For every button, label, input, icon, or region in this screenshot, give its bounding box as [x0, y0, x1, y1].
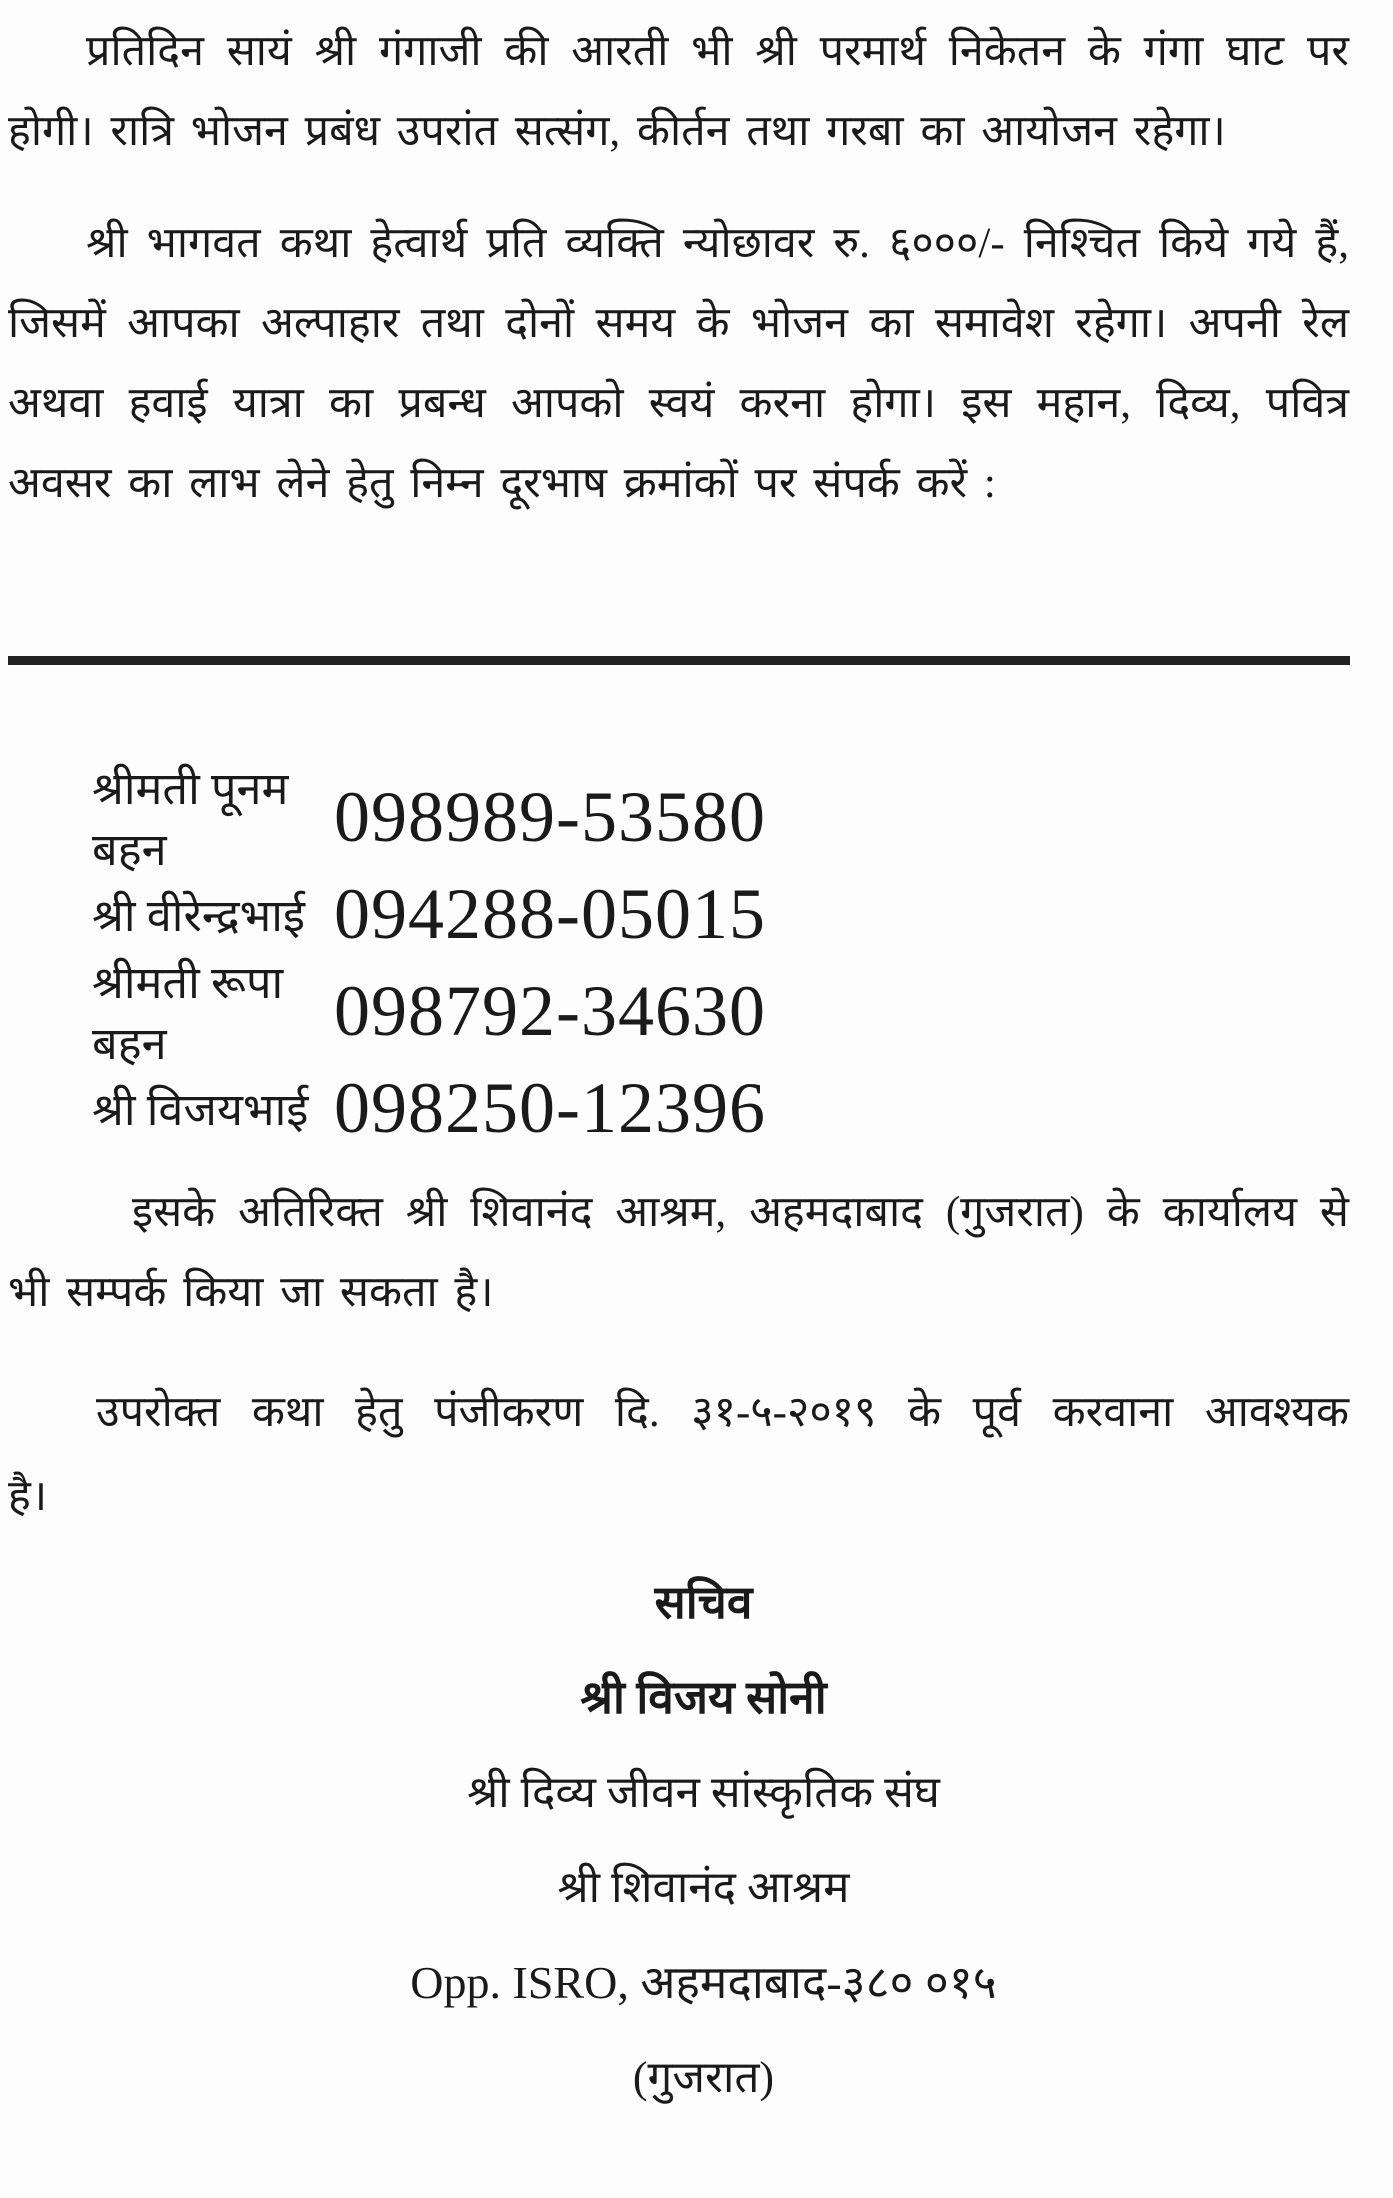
horizontal-divider	[8, 656, 1350, 665]
signature-name: श्री विजय सोनी	[580, 1672, 827, 1723]
contact-phone: 094288-05015	[334, 874, 766, 954]
contact-row	[92, 866, 1349, 963]
signature-block	[33, 1555, 1374, 2125]
signature-state: (गुजरात)	[632, 2053, 775, 2102]
contact-name: श्रीमती पूनम बहन	[92, 763, 289, 875]
paragraph-registration: उपरोक्त कथा हेतु पंजीकरण दि. ३१-५-२०१९ के पूर्व करवाना आवश्यक है।	[8, 1389, 1349, 1520]
contact-phone: 098989-53580	[334, 777, 766, 857]
contact-name: श्री विजयभाई	[92, 1085, 309, 1135]
contact-row	[92, 763, 1349, 875]
contact-name: श्रीमती रूपा बहन	[92, 957, 284, 1069]
signature-address: Opp. ISRO, अहमदाबाद-३८० ०१५	[410, 1957, 997, 2008]
paragraph-aarti: प्रतिदिन सायं श्री गंगाजी की आरती भी श्री परमार्थ निकेतन के गंगा घाट पर होगी। रात्रि भोजन प्रबंध उपरांत सत्संग, कीर्तन तथा गरबा का आयोजन रहेगा।	[8, 28, 1349, 155]
paragraph-office-contact: इसके अतिरिक्त श्री शिवानंद आश्रम, अहमदाबाद (गुजरात) के कार्यालय से भी सम्पर्क किया जा सकता है।	[8, 1189, 1349, 1316]
signature-ashram: श्री शिवानंद आश्रम	[557, 1863, 850, 1912]
contact-list	[92, 763, 1349, 1157]
contact-phone: 098792-34630	[334, 971, 766, 1051]
contact-row	[92, 1060, 1349, 1157]
signature-org: श्री दिव्य जीवन सांस्कृतिक संघ	[467, 1768, 940, 1817]
contact-name: श्री वीरेन्द्रभाई	[92, 891, 306, 941]
contact-phone: 098250-12396	[334, 1068, 766, 1148]
paragraph-katha-fee: श्री भागवत कथा हेत्वार्थ प्रति व्यक्ति न्योछावर रु. ६०००/- निश्चित किये गये हैं, जिसमें आपका अल्पाहार तथा दोनों समय के भोजन का समावेश रहेगा। अपनी रेल अथवा हवाई यात्रा का प्रबन्ध आपको स्वयं करना होगा। इस महान, दिव्य, पवित्र अवसर का लाभ लेने हेतु निम्न दूरभाष क्रमांकों पर संपर्क करें :	[8, 220, 1349, 507]
contact-row	[92, 957, 1349, 1069]
signature-title: सचिव	[654, 1577, 753, 1628]
